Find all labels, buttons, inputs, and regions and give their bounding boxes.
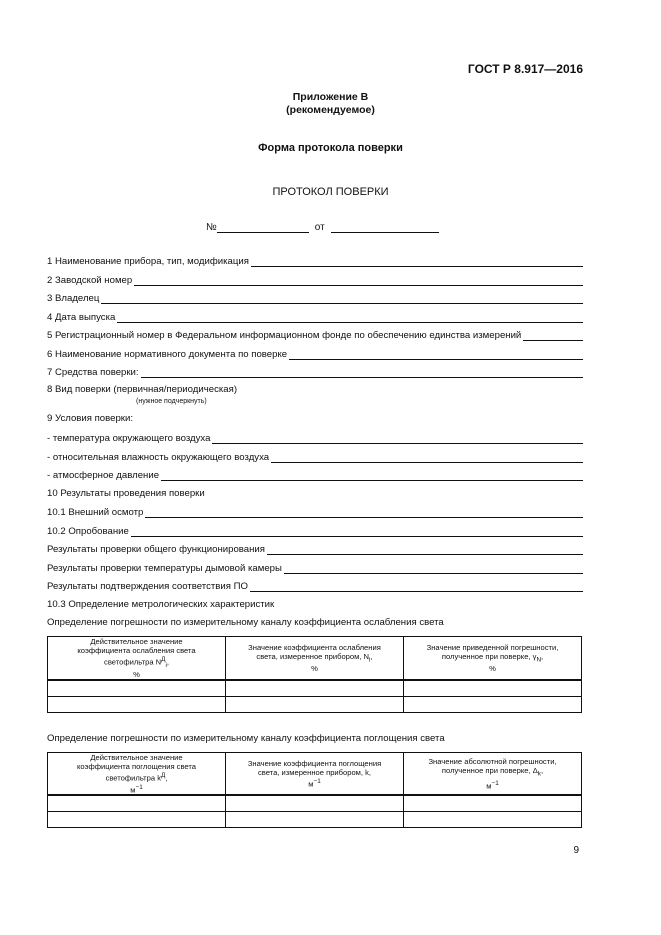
field-label: 1 Наименование прибора, тип, модификация — [47, 256, 249, 267]
underline-note: (нужное подчеркнуть) — [136, 398, 207, 405]
fill-line[interactable] — [134, 275, 583, 286]
field-label: 10.2 Опробование — [47, 526, 129, 537]
protocol-title: ПРОТОКОЛ ПОВЕРКИ — [272, 186, 389, 198]
field-label: Результаты проверки температуры дымовой камеры — [47, 563, 282, 574]
page-number: 9 — [573, 845, 579, 856]
standard-number: ГОСТ Р 8.917—2016 — [467, 62, 583, 76]
fill-line[interactable] — [523, 330, 583, 341]
header-reduced-error: Значение приведенной погрешности, полученное при поверке, $\gamma_N$, % — [404, 637, 582, 681]
field-owner — [47, 291, 583, 304]
field-release-date — [47, 310, 583, 323]
fill-line[interactable] — [289, 349, 583, 360]
table1-caption: Определение погрешности по измерительному каналу коэффициента ослабления света — [47, 617, 444, 628]
fill-line[interactable] — [250, 581, 583, 592]
field-humidity — [47, 450, 583, 463]
field-registration-number — [47, 328, 583, 341]
field-label: 2 Заводской номер — [47, 275, 133, 286]
table-cell[interactable] — [48, 680, 226, 697]
field-label: - температура окружающего воздуха — [47, 433, 211, 444]
field-general-function — [47, 542, 583, 555]
field-label: 4 Дата выпуска — [47, 312, 116, 323]
fill-line[interactable] — [284, 563, 583, 574]
table-row — [48, 812, 582, 828]
table-row — [48, 697, 582, 713]
table-row — [48, 795, 582, 812]
header-actual-value: Действительное значение коэффициента поглощения света светофильтра $k^Д$, $м^{-1}$ — [48, 753, 226, 796]
fill-line[interactable] — [271, 452, 583, 463]
header-actual-value: Действительное значение коэффициента ослабления света светофильтра $N^Д_i$, % — [48, 637, 226, 681]
protocol-number-line — [206, 222, 439, 233]
field-conditions: 9 Условия поверки: — [47, 413, 134, 424]
table-cell[interactable] — [226, 697, 404, 713]
from-label: от — [314, 222, 325, 233]
field-label: 5 Регистрационный номер в Федеральном информационном фонде по обеспечению единства измерений — [47, 330, 522, 341]
table-cell[interactable] — [404, 812, 582, 828]
table-cell[interactable] — [48, 812, 226, 828]
field-label: 10.1 Внешний осмотр — [47, 507, 144, 518]
field-serial-number — [47, 273, 583, 286]
number-blank[interactable] — [217, 222, 309, 233]
table-header-row — [48, 637, 582, 681]
fill-line[interactable] — [117, 312, 583, 323]
field-verification-type: 8 Вид поверки (первичная/периодическая) — [47, 384, 238, 395]
field-normative-document — [47, 347, 583, 360]
fill-line[interactable] — [267, 544, 583, 555]
fill-line[interactable] — [251, 256, 583, 267]
field-chamber-temperature — [47, 561, 583, 574]
absorption-table — [47, 752, 582, 828]
table-cell[interactable] — [404, 680, 582, 697]
header-measured-value: Значение коэффициента ослабления света, измеренное прибором, $N_i$, % — [226, 637, 404, 681]
appendix-note: (рекомендуемое) — [286, 104, 375, 116]
table-cell[interactable] — [48, 697, 226, 713]
fill-line[interactable] — [101, 293, 583, 304]
fill-line[interactable] — [145, 507, 583, 518]
date-blank[interactable] — [331, 222, 439, 233]
field-testing — [47, 524, 583, 537]
field-metrology: 10.3 Определение метрологических характеристик — [47, 599, 275, 610]
table-cell[interactable] — [226, 680, 404, 697]
field-label: 7 Средства поверки: — [47, 367, 139, 378]
table2-caption: Определение погрешности по измерительному каналу коэффициента поглощения света — [47, 733, 445, 744]
field-label: - атмосферное давление — [47, 470, 160, 481]
table-cell[interactable] — [404, 697, 582, 713]
field-pressure — [47, 468, 583, 481]
field-air-temperature — [47, 431, 583, 444]
table-cell[interactable] — [226, 812, 404, 828]
number-label: № — [206, 222, 217, 233]
header-measured-value: Значение коэффициента поглощения света, измеренное прибором, k, $м^{-1}$ — [226, 753, 404, 796]
appendix-title: Приложение В — [292, 91, 369, 103]
field-label: - относительная влажность окружающего воздуха — [47, 452, 270, 463]
fill-line[interactable] — [161, 470, 583, 481]
field-label: 3 Владелец — [47, 293, 100, 304]
field-device-name — [47, 254, 583, 267]
field-label: Результаты проверки общего функционирования — [47, 544, 265, 555]
table-row — [48, 680, 582, 697]
fill-line[interactable] — [141, 367, 583, 378]
header-absolute-error: Значение абсолютной погрешности, полученное при поверке, $\Delta_k$, $м^{-1}$ — [404, 753, 582, 796]
field-software-conformity — [47, 579, 583, 592]
field-visual-inspection — [47, 505, 583, 518]
form-title: Форма протокола поверки — [258, 142, 403, 154]
fill-line[interactable] — [131, 526, 583, 537]
table-cell[interactable] — [48, 795, 226, 812]
table-cell[interactable] — [404, 795, 582, 812]
field-label: Результаты подтверждения соответствия ПО — [47, 581, 248, 592]
table-header-row — [48, 753, 582, 796]
appendix-heading — [0, 91, 661, 117]
field-label: 6 Наименование нормативного документа по поверке — [47, 349, 288, 360]
field-verification-means — [47, 365, 583, 378]
fill-line[interactable] — [212, 433, 583, 444]
attenuation-table — [47, 636, 582, 713]
field-results: 10 Результаты проведения поверки — [47, 488, 205, 499]
table-cell[interactable] — [226, 795, 404, 812]
